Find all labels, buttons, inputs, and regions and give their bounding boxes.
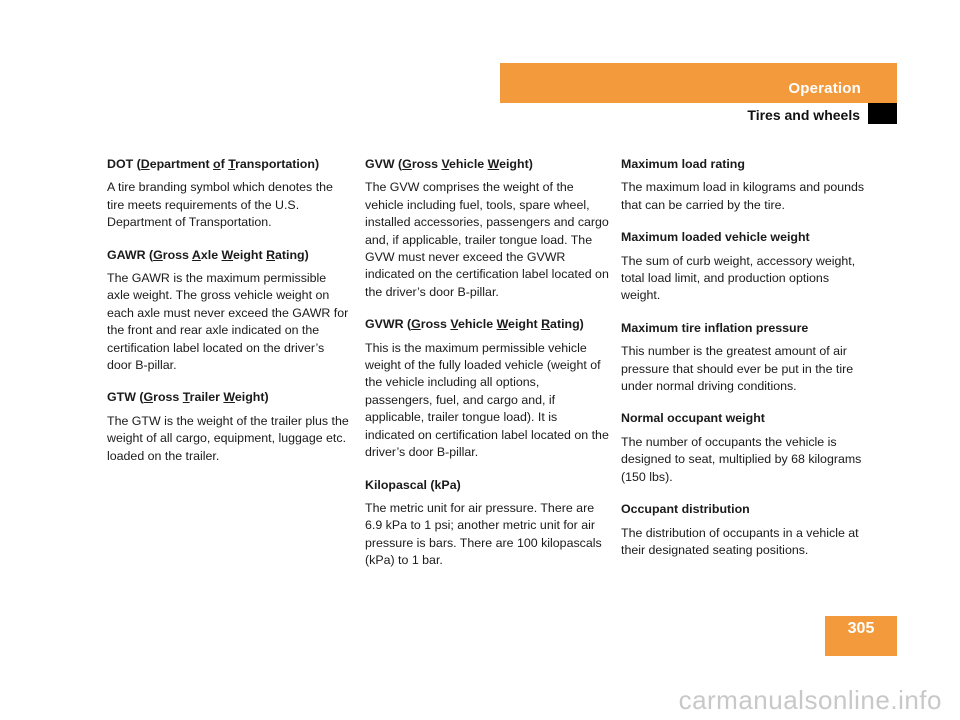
section-marker (868, 103, 897, 124)
section-header-band (500, 63, 897, 103)
section-title: Operation (788, 80, 861, 97)
term-max-load-rating: Maximum load rating (621, 157, 745, 171)
term-gvw: GVW (Gross Vehicle Weight) (365, 157, 533, 171)
column-3 (621, 156, 866, 574)
term-dot: DOT (Department of Transportation) (107, 157, 320, 171)
page-number: 305 (847, 620, 875, 637)
definition-gtw: The GTW is the weight of the trailer plus the weight of all cargo, equipment, luggage etc. loaded on the trailer. (107, 413, 349, 463)
definition-gawr: The GAWR is the maximum permissible axle weight. The gross vehicle weight on each axle must never exceed the GAWR for the front and rear axle indicated on the certification label located on the driver’s door B-pillar. (107, 271, 349, 373)
term-gvwr: GVWR (Gross Vehicle Weight Rating) (365, 317, 584, 332)
watermark: carmanualsonline.info (678, 685, 942, 715)
definition-occupant-distribution: The distribution of occupants in a vehicle at their designated seating positions. (621, 525, 859, 557)
page-number-box (825, 616, 897, 656)
subsection-title: Tires and wheels (747, 107, 860, 123)
definition-max-loaded-vehicle-weight: The sum of curb weight, accessory weight, total load limit, and production options weight. (621, 253, 856, 303)
definition-kpa: The metric unit for air pressure. There are 6.9 kPa to 1 psi; another metric unit for air pressure is bars. There are 100 kilopascals (kPa) to 1 bar. (365, 500, 602, 568)
definition-normal-occupant-weight: The number of occupants the vehicle is designed to seat, multiplied by 68 kilograms (150 lbs). (621, 434, 862, 484)
term-occupant-distribution: Occupant distribution (621, 502, 750, 517)
definition-max-tire-inflation-pressure: This number is the greatest amount of air pressure that should ever be put in the tire under normal driving conditions. (621, 344, 854, 394)
definition-gvwr: This is the maximum permissible vehicle weight of the fully loaded vehicle (weight of the vehicle including all options, passengers, fuel, and cargo and, if applicable, trailer tongue load). It is indicated on certification label located on the driver’s door B-pillar. (365, 340, 609, 460)
term-kpa: Kilopascal (kPa) (365, 477, 461, 492)
definition-max-load-rating: The maximum load in kilograms and pounds that can be carried by the tire. (621, 180, 865, 212)
column-1 (107, 156, 352, 480)
definition-gvw: The GVW comprises the weight of the vehicle including fuel, tools, spare wheel, installed accessories, passengers and cargo and, if applicable, trailer tongue load. The GVW must never exceed the GVWR indicated on the certification label located on the driver’s door B-pillar. (365, 180, 609, 299)
term-gtw: GTW (Gross Trailer Weight) (107, 390, 269, 405)
term-max-tire-inflation-pressure: Maximum tire inflation pressure (621, 320, 809, 335)
term-gawr: GAWR (Gross Axle Weight Rating) (107, 247, 309, 262)
term-normal-occupant-weight: Normal occupant weight (621, 411, 765, 426)
term-max-loaded-vehicle-weight: Maximum loaded vehicle weight (621, 230, 810, 245)
column-2 (365, 156, 610, 585)
definition-dot: A tire branding symbol which denotes the tire meets requirements of the U.S. Department of Transportation. (107, 180, 333, 230)
